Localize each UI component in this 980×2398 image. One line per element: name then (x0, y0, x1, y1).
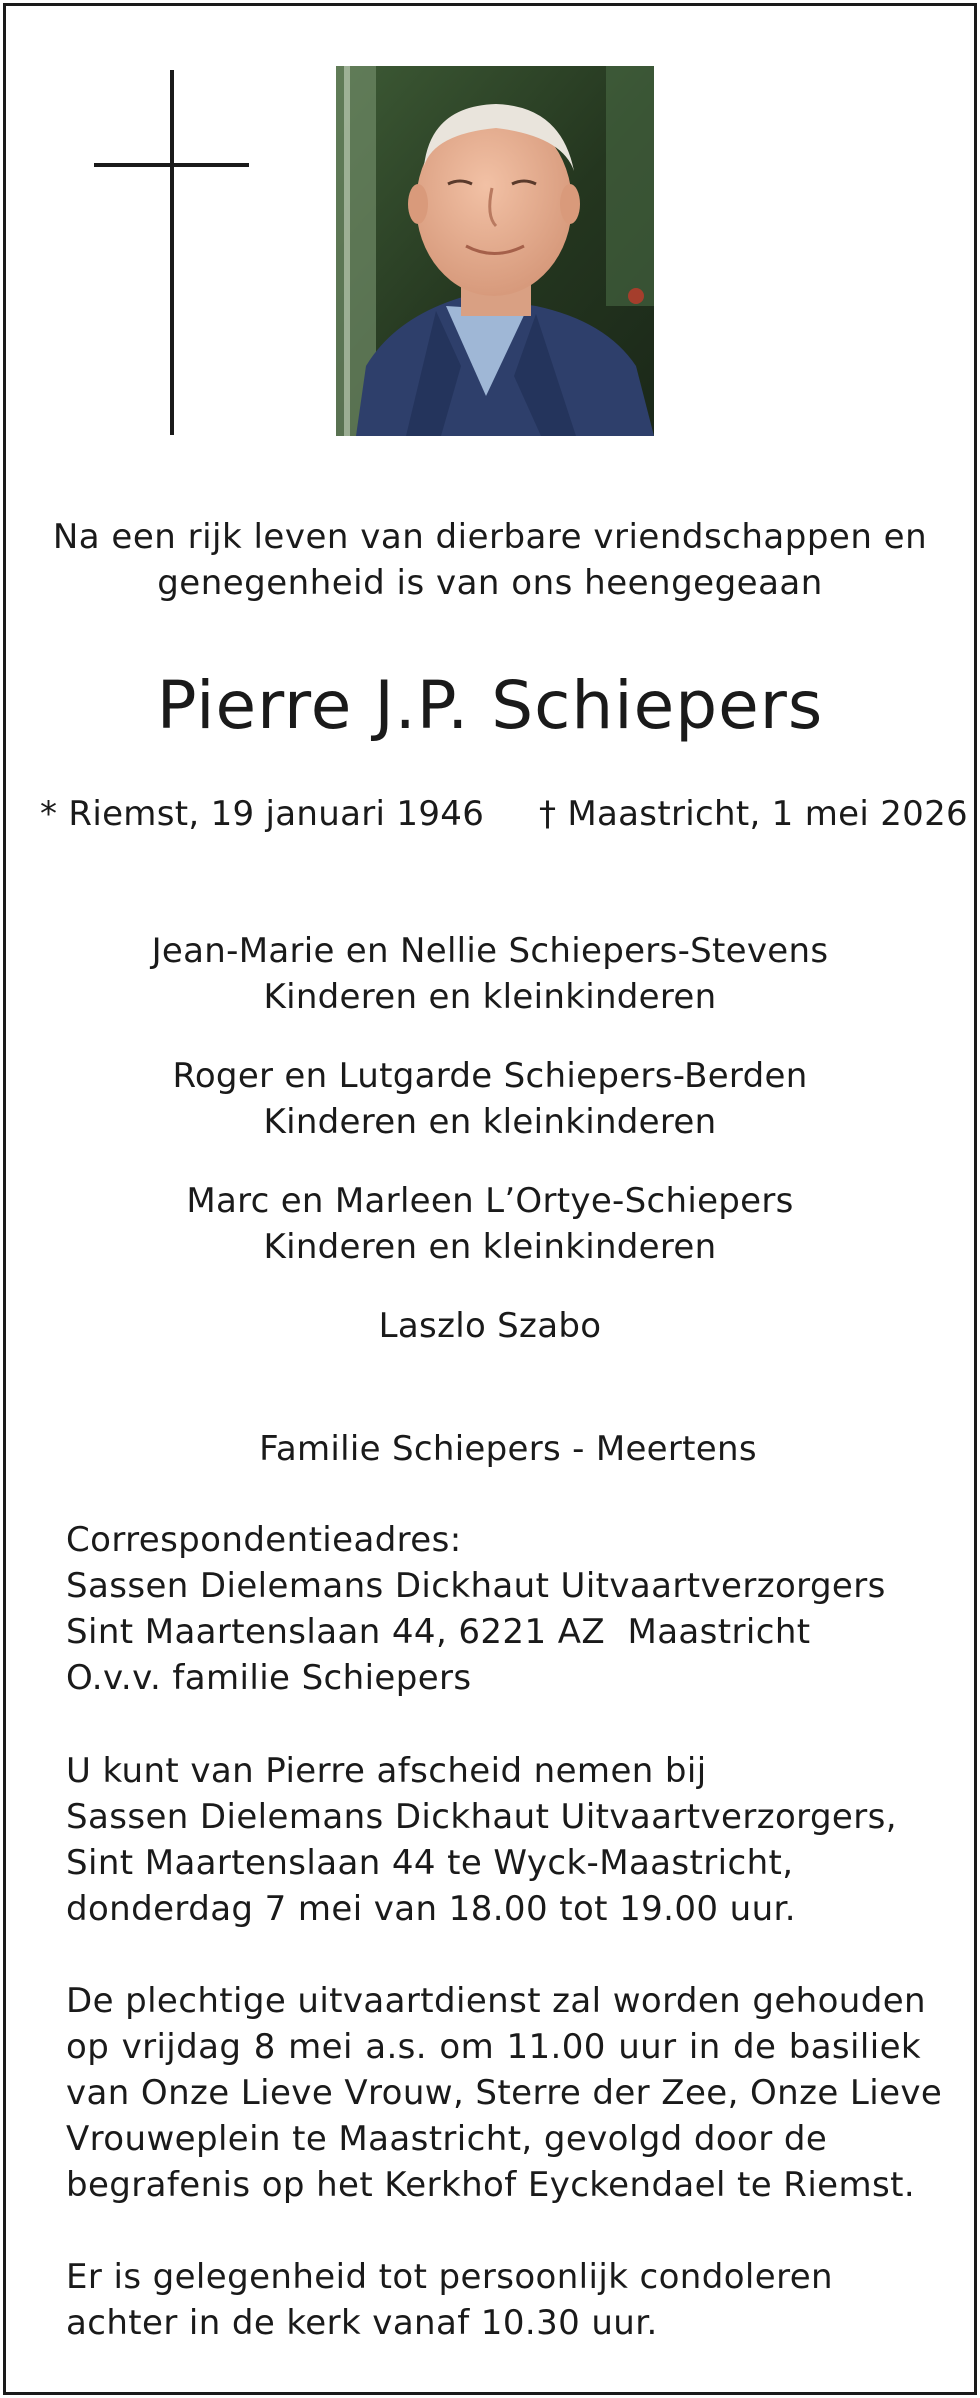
deceased-name: Pierre J.P. Schiepers (156, 667, 824, 744)
farewell-line: donderdag 7 mei van 18.00 tot 19.00 uur. (66, 1889, 796, 1929)
service-line: De plechtige uitvaartdienst zal worden gehouden (66, 1981, 926, 2021)
service-line: van Onze Lieve Vrouw, Sterre der Zee, Onze Lieve (66, 2073, 943, 2113)
family-sub: Kinderen en kleinkinderen (263, 1102, 717, 1142)
farewell-block (66, 1748, 946, 1932)
family-sub: Kinderen en kleinkinderen (263, 1227, 717, 1267)
family-entry (6, 928, 974, 1020)
family-sub: Kinderen en kleinkinderen (263, 977, 717, 1017)
cross-icon (94, 70, 249, 435)
service-block (66, 1978, 943, 2208)
farewell-line: U kunt van Pierre afscheid nemen bij (66, 1751, 707, 1791)
farewell-line: Sint Maartenslaan 44 te Wyck-Maastricht, (66, 1843, 794, 1883)
service-line: op vrijdag 8 mei a.s. om 11.00 uur in de basiliek (66, 2027, 921, 2067)
family-names: Jean-Marie en Nellie Schiepers-Stevens (151, 931, 829, 971)
death-date: † Maastricht, 1 mei 2026 (539, 794, 968, 834)
service-line: Vrouweplein te Maastricht, gevolgd door de (66, 2119, 828, 2159)
family-signature: Familie Schiepers - Meertens (259, 1429, 757, 1469)
correspondence-line: O.v.v. familie Schiepers (66, 1658, 472, 1698)
intro-text (6, 514, 974, 606)
portrait-photo (336, 66, 654, 436)
family-names: Roger en Lutgarde Schiepers-Berden (172, 1056, 808, 1096)
condolence-line: achter in de kerk vanaf 10.30 uur. (66, 2303, 658, 2343)
service-line: begrafenis op het Kerkhof Eyckendael te Riemst. (66, 2165, 916, 2205)
condolence-block (66, 2254, 946, 2346)
farewell-line: Sassen Dielemans Dickhaut Uitvaartverzorgers, (66, 1797, 897, 1837)
family-names: Laszlo Szabo (378, 1306, 602, 1346)
correspondence-heading: Correspondentieadres: (66, 1520, 462, 1560)
correspondence-line: Sint Maartenslaan 44, 6221 AZ Maastricht (66, 1612, 811, 1652)
family-entry (6, 1303, 974, 1349)
birth-date: * Riemst, 19 januari 1946 (40, 794, 485, 834)
correspondence-line: Sassen Dielemans Dickhaut Uitvaartverzorgers (66, 1566, 886, 1606)
family-names: Marc en Marleen L’Ortye-Schiepers (186, 1181, 794, 1221)
intro-line-1: Na een rijk leven van dierbare vriendschappen en (52, 517, 928, 557)
family-entry (6, 1053, 974, 1145)
family-entry (6, 1178, 974, 1270)
correspondence-block (66, 1517, 946, 1701)
obituary-card (3, 3, 977, 2395)
intro-line-2: genegenheid is van ons heengegeaan (157, 563, 823, 603)
condolence-line: Er is gelegenheid tot persoonlijk condoleren (66, 2257, 833, 2297)
